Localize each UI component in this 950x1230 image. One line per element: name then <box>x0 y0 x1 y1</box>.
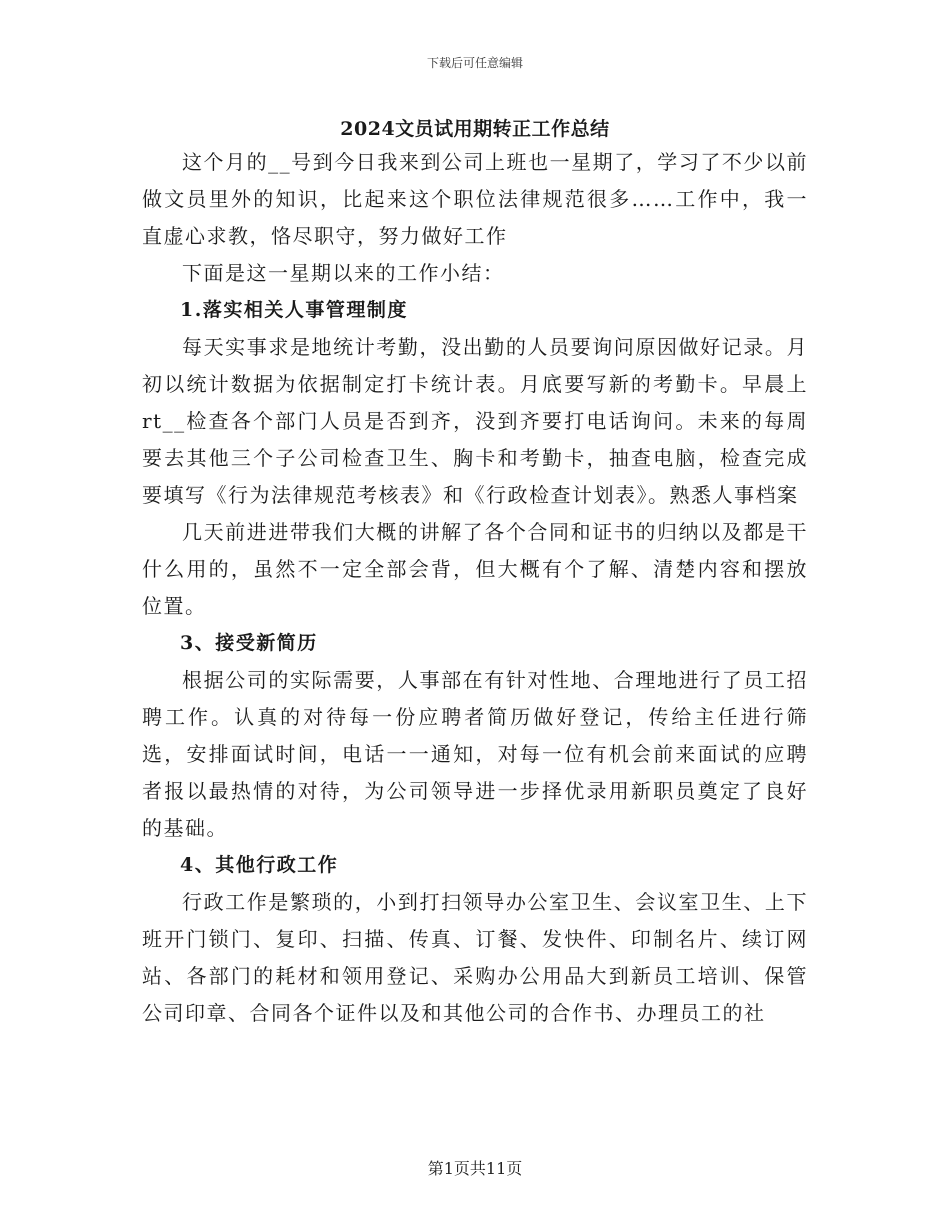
document-title: 2024文员试用期转正工作总结 <box>340 118 610 140</box>
section-heading: 1.落实相关人事管理制度 <box>180 299 408 321</box>
section-paragraph: 行政工作是繁琐的，小到打扫领导办公室卫生、会议室卫生、上下班开门锁门、复印、扫描、传真、订餐、发快件、印制名片、续订网站、各部门的耗材和领用登记、采购办公用品大到新员工培训、保管公司印章、合同各个证件以及和其他公司的合作书、办理员工的社 <box>142 890 808 1025</box>
section-paragraph: 几天前进进带我们大概的讲解了各个合同和证书的归纳以及都是干什么用的，虽然不一定全部会背，但大概有个了解、清楚内容和摆放位置。 <box>142 520 808 618</box>
lead-paragraph: 下面是这一星期以来的工作小结： <box>182 261 505 285</box>
section-heading: 3、接受新简历 <box>180 632 318 654</box>
section-heading: 4、其他行政工作 <box>180 854 339 876</box>
header-note: 下载后可任意编辑 <box>426 56 523 70</box>
document-body <box>142 144 808 1032</box>
section-paragraph: 每天实事求是地统计考勤，没出勤的人员要询问原因做好记录。月初以统计数据为依据制定打卡统计表。月底要写新的考勤卡。早晨上rt__检查各个部门人员是否到齐，没到齐要打电话询问。未来的每周要去其他三个子公司检查卫生、胸卡和考勤卡，抽查电脑，检查完成要填写《行为法律规范考核表》和《行政检查计划表》。熟悉人事档案 <box>142 335 808 507</box>
intro-paragraph: 这个月的__号到今日我来到公司上班也一星期了，学习了不少以前做文员里外的知识，比起来这个职位法律规范很多……工作中，我一直虚心求教，恪尽职守，努力做好工作 <box>142 150 808 248</box>
section-paragraph: 根据公司的实际需要，人事部在有针对性地、合理地进行了员工招聘工作。认真的对待每一份应聘者简历做好登记，传给主任进行筛选，安排面试时间，电话一一通知，对每一位有机会前来面试的应聘者报以最热情的对待，为公司领导进一步择优录用新职员奠定了良好的基础。 <box>142 668 808 840</box>
page-number: 第1页共11页 <box>427 1159 523 1178</box>
